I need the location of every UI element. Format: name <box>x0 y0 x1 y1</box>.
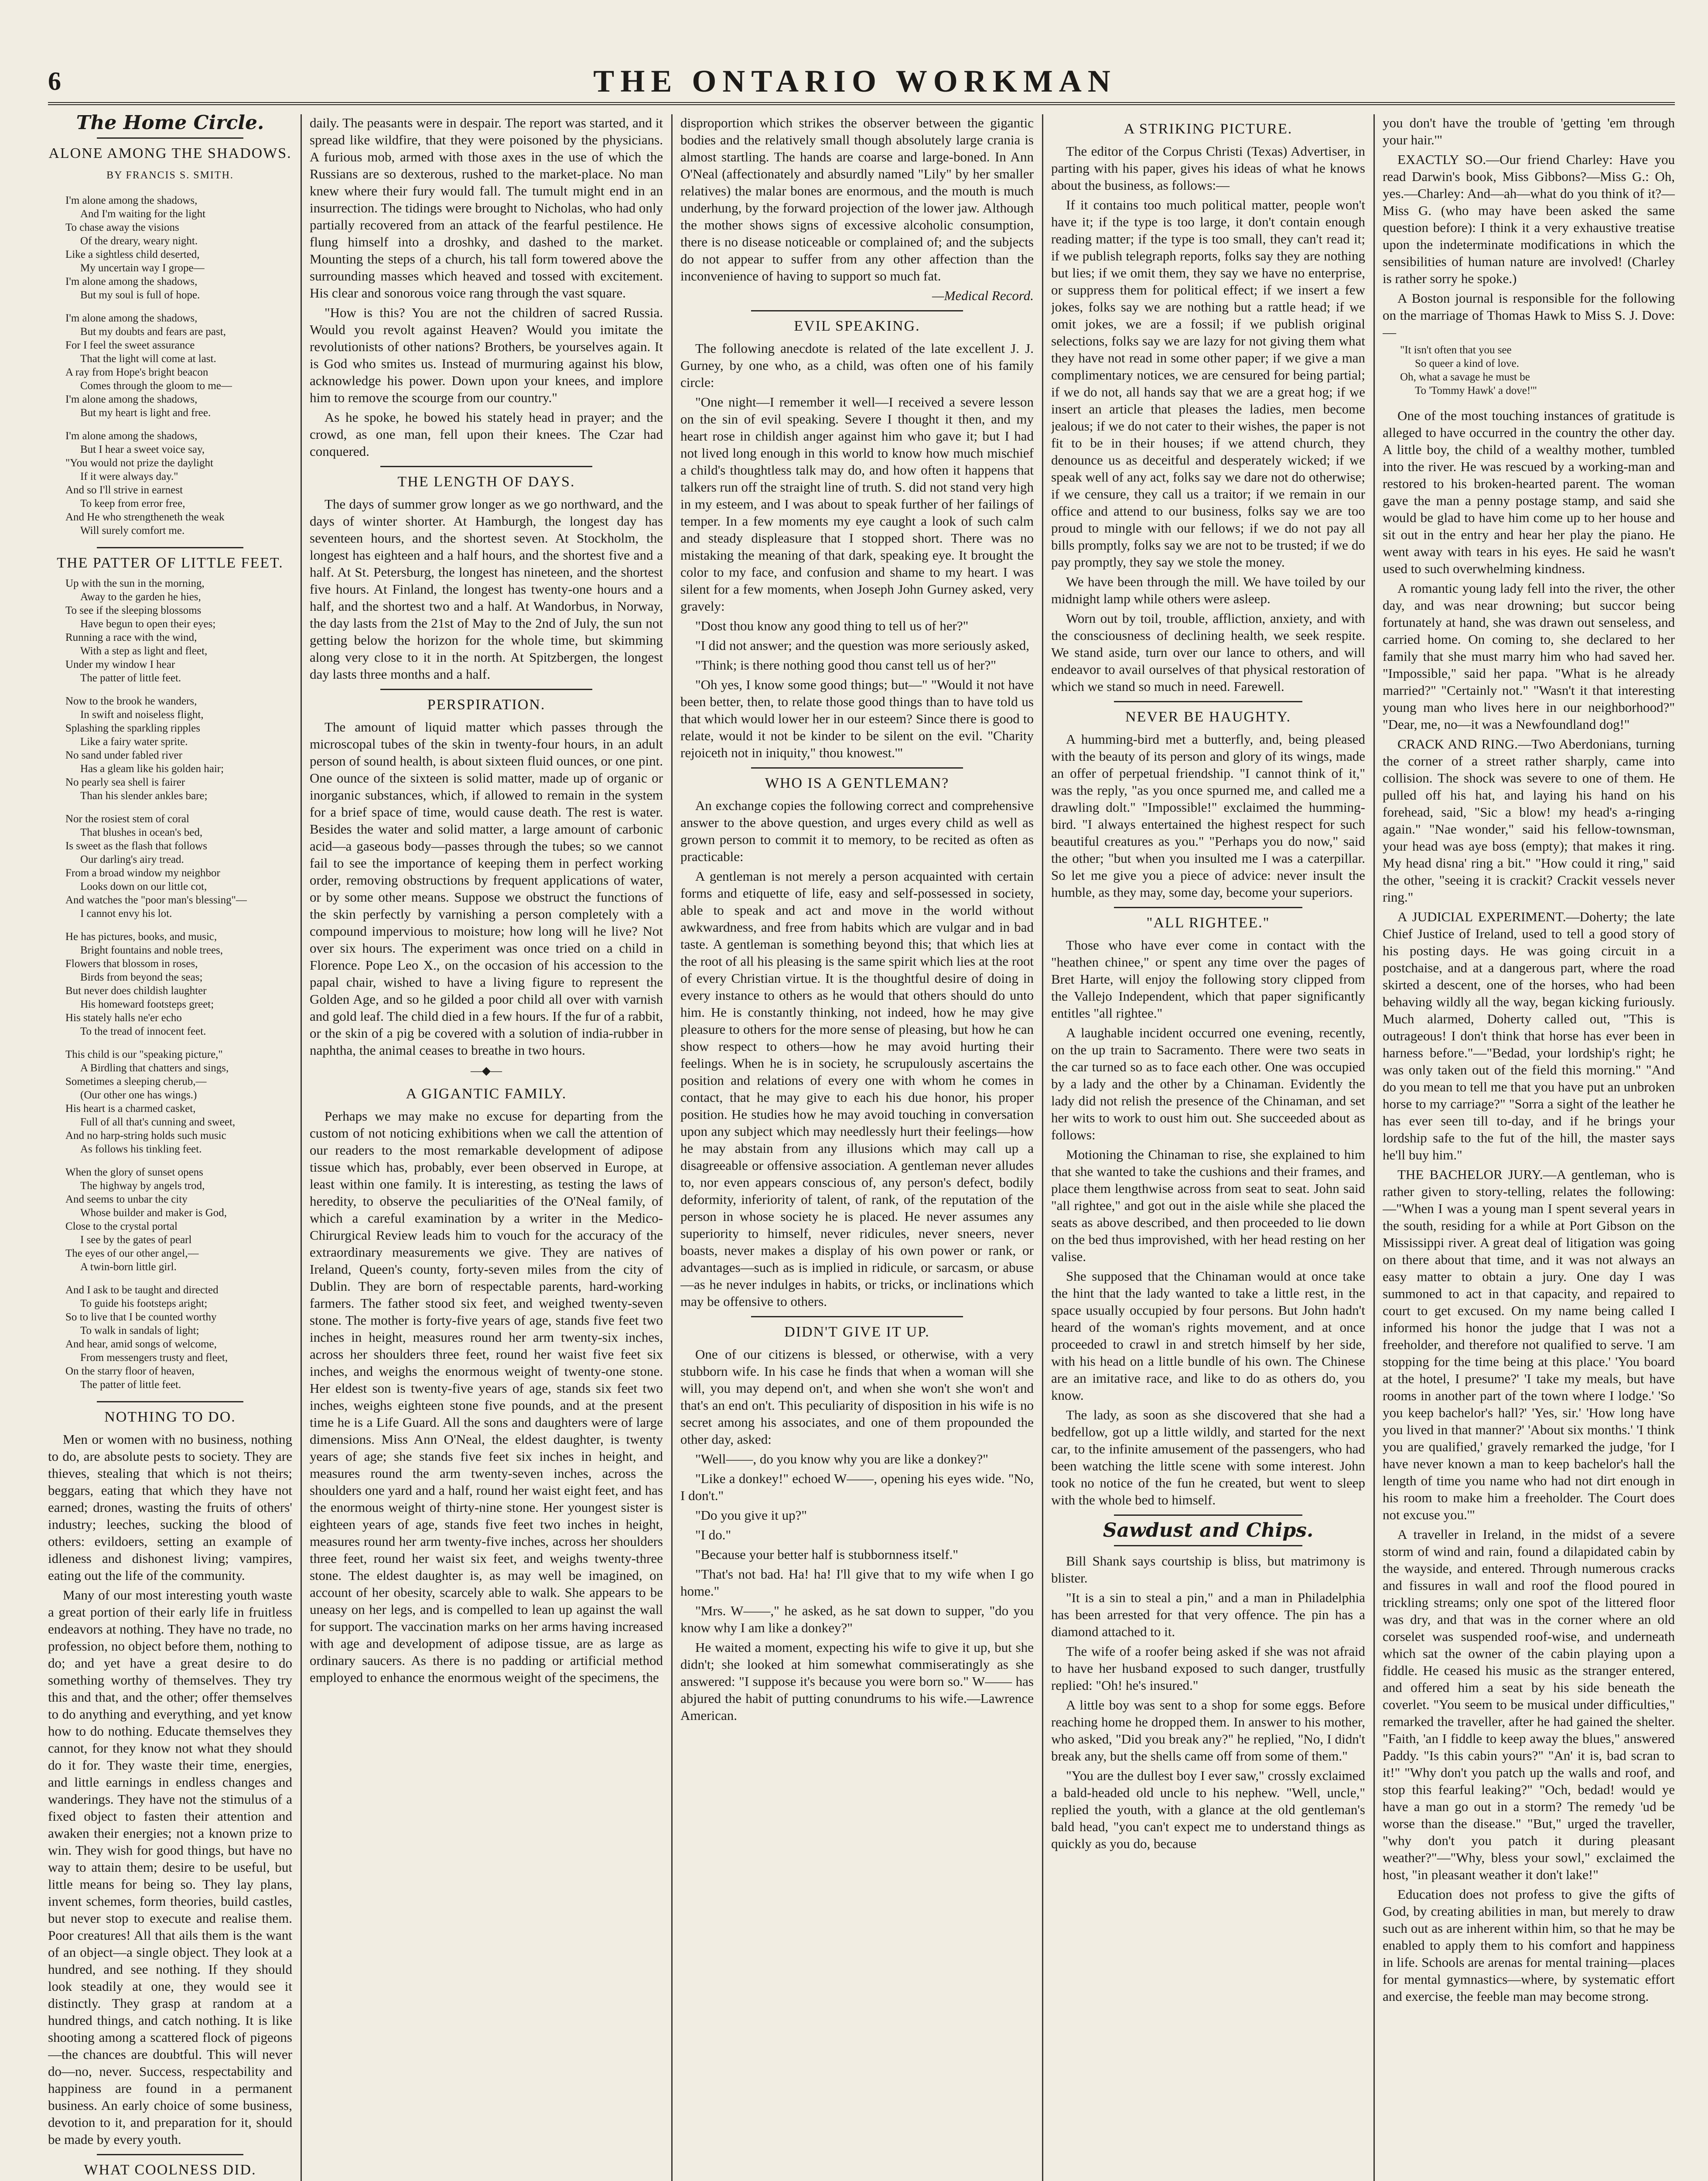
article-paragraph: The amount of liquid matter which passes through the microscopal tubes of the skin in twenty-four hours, in an adult person of sound health, is about sixteen fluid ounces, or one pint. One ounce of the sixteen is solid matter, made up of organic or inorganic substances, which, if allowed to remain in the system for a brief space of time, would cause death. The rest is water. Besides the water and solid matter, a large amount of carbonic acid—a gaseous body—passes through the tubes; so we cannot fail to see the importance of keeping them in perfect working order, removing obstructions by frequent applications of water, or by some other means. Suppose we obstruct the functions of the skin perfectly by varnishing a person completely with a compound impervious to moisture; how long will he live? Not over six hours. The experiment was once tried on a child in Florence. Pope Leo X., on the occasion of his accession to the papal chair, wished to have a living figure to represent the Golden Age, and so he gilded a poor child all over with varnish and gold leaf. The child died in a few hours. If the fur of a rabbit, or the skin of a pig be covered with a solution of india-rubber in naphtha, the animal ceases to breathe in two hours. <box>310 719 663 1058</box>
article-paragraph: Many of our most interesting youth waste a great portion of their early life in fruitless endeavors at nothing. They have no trade, no profession, no object before them, nothing to do; and yet have a great desire to do something worthy of themselves. They try this and that, and the other; offer themselves to do anything and everything, and yet know how to do nothing. Educate themselves they cannot, for they know not what they should do it for. They waste their time, energies, and little earnings in endless changes and wanderings. They have not the stimulus of a fixed object to fasten their attention and awaken their energies; not a known prize to win. They wish for good things, but have no way to attain them; desire to be useful, but little means for being so. They lay plans, invent schemes, form theories, build castles, but never stop to execute and realise them. Poor creatures! All that ails them is the want of an object—a single object. They look at a hundred, and see nothing. If they should look steadily at one, they would see it distinctly. They grasp at random at a hundred things, and catch nothing. It is like shooting among a scattered flock of pigeons—the chances are doubtful. This will never do—no, never. Success, respectability and happiness are found in a permanent business. An early choice of some business, devotion to it, and preparation for it, should be made by every youth. <box>48 1587 292 2147</box>
article-title: THE LENGTH OF DAYS. <box>397 474 575 490</box>
article-paragraph: disproportion which strikes the observer between the gigantic bodies and the relatively small though absolutely large crania is almost startling. The hands are coarse and large-boned. In Ann O'Neal (affectionately and absurdly named "Lily" by her smaller relatives) the malar bones are enormous, and the mouth is much underhung, by the forward projection of the lower jaw. Although the mother shows signs of excessive alcoholic consumption, there is no disease noticeable or complained of; and the subjects do not appear to suffer from any other affection than the inconvenience of having to support so much fat. <box>680 115 1034 284</box>
poem-line: His stately halls ne'er echo <box>65 1012 182 1024</box>
poem-stanza <box>65 577 292 685</box>
poem-line: "It isn't often that you see <box>1400 344 1512 356</box>
poem-line: And no harp-string holds such music <box>65 1130 226 1142</box>
article-paragraph: A JUDICIAL EXPERIMENT.—Doherty; the late Chief Justice of Ireland, used to tell a good story of his posting days. He was going circuit in a postchaise, and at a dangerous part, where the road skirted a descent, one of the horses, who had been behaving wildly all the way, began kicking furiously. Much alarmed, Doherty called out, "This is outrageous! I don't think that horse has ever been in harness before."—"Bedad, your lordship's right; he was only taken out of the field this morning." "And do you mean to tell me that you have put an unbroken horse to my carriage?" "Sorra a sight of the leather he has ever seen till to-day, and if he brings your lordship safe to the fut of the hill, the master says he'll buy him." <box>1383 909 1675 1162</box>
article-paragraph: EXACTLY SO.—Our friend Charley: Have you read Darwin's book, Miss Gibbons?—Miss G.: Oh, yes.—Charley: And—ah—what do you think of it?—Miss G. (who may have been asked the same question before): I think it a very exhaustive treatise upon the indeterminate modifications in which the sensibilities of human nature are involved! (Charley is rather sorry he spoke.) <box>1383 152 1675 286</box>
article-paragraph: "Oh yes, I know some good things; but—" "Would it not have been better, then, to relate those good things than to have told us that which would lower her in our esteem? Since there is good to relate, would it not be kinder to be silent on the evil. "Charity rejoiceth not in iniquity," thou knowest.'" <box>680 677 1034 760</box>
poem-line: (Our other one has wings.) <box>80 1089 197 1101</box>
poem-line: He has pictures, books, and music, <box>65 931 217 943</box>
poem-line: But my soul is full of hope. <box>80 289 200 301</box>
poem-line: To guide his footsteps aright; <box>80 1298 208 1309</box>
poem-line: But I hear a sweet voice say, <box>80 444 205 455</box>
poem-stanza <box>65 194 292 302</box>
article-paragraph: Perhaps we may make no excuse for departing from the custom of not noticing exhibitions when we call the attention of our readers to the most remarkable development of adipose tissue which has, probably, ever been observed in Europe, at least within one family. It is interesting, as testing the laws of heredity, to observe the peculiarities of the O'Neal family, of which a careful examination by a writer in the Medico-Chirurgical Review leads him to vouch for the accuracy of the extraordinary measurements we give. They are natives of Ireland, Queen's county, forty-seven miles from the city of Dublin. They are born of respectable parents, hard-working farmers. The father stood six feet, and weighed twenty-seven stone. The mother is forty-five years of age, stands five feet two inches in height, measures round her arm twenty-six inches, across her shoulders three feet, round her waist five feet six inches, and weighs the enormous weight of twenty-one stone. Her eldest son is twenty-five years of age, stands six feet two inches, weighs eighteen stone five pounds, and at the present time he is a Life Guard. All the sons and daughters were of large dimensions. Miss Ann O'Neal, the eldest daughter, is twenty years of age; she stands five feet six inches in height, and measures round the arm twenty-seven inches, across the shoulders one yard and a half, round her waist eight feet, and has the enormous weight of thirty-nine stone. Her youngest sister is eighteen years of age, stands five feet two inches in height, measures round her arm twenty-five inches, across her shoulders three feet, round her waist six feet, and weighs twenty-three stone. The eldest daughter is, as may well be imagined, on account of her obesity, scarcely able to walk. She appears to be uneasy on her legs, and is compelled to lean up against the wall for support. The vaccination marks on her arms having increased with age and development of adipose tissue, are as large as ordinary saucers. As there is no padding or artificial method employed to enhance the enormous weight of the specimens, the <box>310 1108 663 1685</box>
article-paragraph: As he spoke, he bowed his stately head in prayer; and the crowd, as one man, fell upon their knees. The Czar had conquered. <box>310 410 663 459</box>
section-title-sawdust-and-chips: Sawdust and Chips. <box>1103 1519 1314 1542</box>
page-number: 6 <box>48 66 61 96</box>
article-paragraph: "Like a donkey!" echoed W——, opening his eyes wide. "No, I don't." <box>680 1471 1034 1503</box>
poem-line: But never does childish laughter <box>65 985 207 997</box>
article-paragraph: A gentleman is not merely a person acquainted with certain forms and etiquette of life, easy and self-possessed in society, able to speak and act and move in the world without awkwardness, and free from habits which are vulgar and in bad taste. A gentleman is something beyond this; that which lies at the root of all his pleasing is the same spirit which lies at the root of every Christian virtue. It is the thoughtful desire of doing in every instance to others as he would that others should do unto him. He is constantly thinking, not indeed, how he may give pleasure to others for the more sense of pleasing, but how he can show respect to others—how he may avoid hurting their feelings. When he is in society, he scrupulously ascertains the position and relations of every one with whom he comes in contact, that he may give to each his due honor, his proper position. He studies how he may avoid touching in conversation upon any subject which may needlessly hurt their feelings—how he may abstain from any illusions which may call up a disagreeable or offensive association. A gentleman never alludes to, nor even appears conscious of, any person's defect, bodily deformity, inferiority of talent, of rank, of the reputation of the person in whose society he is placed. He never assumes any superiority to himself, never ridicules, never sneers, never boasts, never makes a display of his own power or rank, or advantages—such as is implied in ridicule, or sarcasm, or abuse—as he never indulges in habits, or tricks, or inclinations which may be offensive to others. <box>680 868 1034 1309</box>
poem-line: To the tread of innocent feet. <box>80 1026 206 1037</box>
article-title: NOTHING TO DO. <box>104 1409 236 1425</box>
article-paragraph: "Mrs. W——," he asked, as he sat down to supper, "do you know why I am like a donkey?" <box>680 1603 1034 1635</box>
poem-line: On the starry floor of heaven, <box>65 1365 195 1377</box>
poem-line: To chase away the visions <box>65 222 179 233</box>
poem-line: The patter of little feet. <box>80 1379 181 1391</box>
poem-line: If it were always day." <box>80 471 178 482</box>
article-paragraph: "Dost thou know any good thing to tell us of her?" <box>695 618 969 633</box>
column-rule <box>1373 114 1375 2181</box>
article-source: —Medical Record. <box>932 288 1034 303</box>
article-paragraph: A humming-bird met a butterfly, and, being pleased with the beauty of its person and glory of its wings, made an offer of perpetual friendship. "I cannot think of it," was the reply, "as you once spurned me, and called me a drawling dolt." "Impossible!" exclaimed the humming-bird. "I always entertained the highest respect for such beautiful creatures as you." "Perhaps you do now," said the other; "but when you insulted me I was a caterpillar. So let me give you a piece of advice: never insult the humble, as they may, some day, become your superiors. <box>1051 732 1365 900</box>
poem-line: The highway by angels trod, <box>80 1180 205 1192</box>
poem-stanza <box>65 311 292 420</box>
article-paragraph: CRACK AND RING.—Two Aberdonians, turning the corner of a street rather sharply, came into collision. The shock was severe to one of them. He pulled off his hat, and laying his hand on his forehead, said, "Sic a blow! my head's a-ringing again." "Nae wonder," said his fellow-townsman, your head was aye boss (empty); that makes it ring. My head disna' ring a bit." "How could it ring," said the other, "seeing it is crackit? Crackit vessels never ring." <box>1383 736 1675 905</box>
article-paragraph: The days of summer grow longer as we go northward, and the days of winter shorter. At Hamburgh, the longest day has seventeen hours, and the shortest seven. At Stockholm, the longest has eighteen and a half hours, and the shortest five and a half. At St. Petersburg, the longest has nineteen, and the shortest five hours. At Finland, the longest has twenty-one hours and a half, and the shortest two and a half. At Wandorbus, in Norway, the day lasts from the 21st of May to the 2nd of July, the sun not getting below the horizon for the whole time, but skimming along very close to it in the north. At Spitzbergen, the longest day lasts three months and a half. <box>310 496 663 682</box>
article-paragraph: "Think; is there nothing good thou canst tell us of her?" <box>695 657 996 673</box>
article-paragraph: "That's not bad. Ha! ha! I'll give that to my wife when I go home." <box>680 1566 1034 1599</box>
column-5 <box>1383 114 1675 2181</box>
article-paragraph: "It is a sin to steal a pin," and a man in Philadelphia has been arrested for that very offence. The pin has a diamond attached to it. <box>1051 1590 1365 1639</box>
poem-line: Full of all that's cunning and sweet, <box>80 1116 236 1128</box>
poem-line: Like a sightless child deserted, <box>65 249 200 260</box>
poem-stanza <box>65 1283 292 1391</box>
poem-line: Under my window I hear <box>65 659 175 670</box>
poem-line: Close to the crystal portal <box>65 1220 178 1232</box>
poem-title: THE PATTER OF LITTLE FEET. <box>57 555 284 571</box>
masthead <box>48 60 1675 105</box>
poem-line: Looks down on our little cot, <box>80 881 207 892</box>
article-paragraph: daily. The peasants were in despair. The report was started, and it spread like wildfire, that they were poisoned by the physicians. A furious mob, armed with those axes in the use of which the Russians are so dexterous, rushed to the market-place. No man knew where their fury would fall. The tumult might end in an insurrection. The tidings were brought to Nicholas, who had only partially recovered from an attack of the fearful pestilence. He flung himself into a droshky, and dashed to the market. Mounting the steps of a church, his tall form towered above the surrounding masses which heaved and tossed with excitement. His clear and sonorous voice rang through the vast square. <box>310 115 663 301</box>
poem-line: Is sweet as the flash that follows <box>65 840 207 852</box>
verse-tommy-hawk <box>1400 343 1675 397</box>
poem-line: I cannot envy his lot. <box>80 908 172 920</box>
poem-line: Nor the rosiest stem of coral <box>65 813 189 825</box>
article-paragraph: Men or women with no business, nothing to do, are absolute pests to society. They are thieves, stealing that which is not theirs; beggars, eating that which they have not earned; drones, wasting the fruits of others' industry; leeches, sucking the blood of others: evildoers, setting an example of idleness and dishonest living; vampires, eating out the life of the community. <box>48 1432 292 1583</box>
poem-line: No sand under fabled river <box>65 749 182 761</box>
column-rule <box>671 114 673 2181</box>
poem-line: For I feel the sweet assurance <box>65 339 195 351</box>
poem-line: Up with the sun in the morning, <box>65 578 205 589</box>
article-paragraph: An exchange copies the following correct and comprehensive answer to the above question, and urges every child as well as grown person to commit it to memory, to be recited as often as practicable: <box>680 798 1034 864</box>
article-paragraph: If it contains too much political matter, people won't have it; if the type is too large, it don't contain enough reading matter; if the type is too small, they can't read it; if we publish telegraph reports, folks say they are nothing but lies; if we omit them, they say we have no enterprise, or suppress them for political effect; if we insert a few jokes, folks say we are nothing but a rattle head; if we omit jokes, we are a fossil; if we publish original selections, folks say we are lazy for not giving them what they have not read in some other paper; if we give a man complimentary notices, we are censured for being partial; if we do not, all hands say that we are a great hog; if we insert an article that pleases the ladies, men become jealous; if we do not cater to their wishes, the paper is not fit to be in their houses; if we attend church, they denounce us as deceitful and desperately wicked; if we speak well of any act, folks say we dare not do otherwise; if we censure, they call us a traitor; if we remain in our office and attend to our business, folks say we are too proud to mingle with our fellows; if we do not pay all bills promptly, folks say we are not to be trusted; if we do pay promptly, they say we stole the money. <box>1051 197 1365 570</box>
poem-line: I'm alone among the shadows, <box>65 312 198 324</box>
article-paragraph: "Do you give it up?" <box>695 1508 807 1523</box>
poem-line: And I'm waiting for the light <box>80 208 206 220</box>
poem-line: Of the dreary, weary night. <box>80 235 198 247</box>
poem-line: Flowers that blossom in roses, <box>65 958 198 970</box>
article-paragraph: Education does not profess to give the gifts of God, by creating abilities in man, but merely to draw such out as are inherent within him, so that he may be enabled to apply them to his comfort and happiness in life. Schools are arenas for mental training—places for mental gymnastics—where, by systematic effort and exercise, the feeble man may become strong. <box>1383 1887 1675 2004</box>
poem-title: ALONE AMONG THE SHADOWS. <box>48 145 292 161</box>
column-rule <box>301 114 302 2181</box>
column-1 <box>48 114 292 2181</box>
poem-line: Has a gleam like his golden hair; <box>80 763 224 775</box>
article-paragraph: "Because your better half is stubbornness itself." <box>695 1547 958 1562</box>
poem-line: His heart is a charmed casket, <box>65 1103 196 1114</box>
article-paragraph: One of our citizens is blessed, or otherwise, with a very stubborn wife. In his case he finds that when a woman will she will, you may depend on't, and when she won't she won't and that's an end on't. This peculiarity of disposition in his wife is no secret among his associates, and one of them propounded the other day, asked: <box>680 1347 1034 1447</box>
poem-line: The patter of little feet. <box>80 672 181 684</box>
poem-line: When the glory of sunset opens <box>65 1166 203 1178</box>
column-2 <box>310 114 663 2181</box>
article-paragraph: The lady, as soon as she discovered that she had a bedfellow, got up a little wildly, and started for the next car, to the infinite amusement of the passengers, who had been watching the little scene with some interest. John took no notice of the fun he created, but went to sleep with the whole bed to himself. <box>1051 1407 1365 1508</box>
poem-line: With a step as light and fleet, <box>80 645 208 657</box>
poem-line: I see by the gates of pearl <box>80 1234 192 1246</box>
poem-stanza <box>65 1166 292 1274</box>
poem-line: That the light will come at last. <box>80 353 216 365</box>
article-title: A GIGANTIC FAMILY. <box>406 1086 567 1102</box>
poem-line: From messengers trusty and fleet, <box>80 1352 228 1364</box>
poem-line: And seems to unbar the city <box>65 1193 188 1205</box>
poem-alone-among-shadows <box>65 194 292 537</box>
poem-line: I'm alone among the shadows, <box>65 195 198 206</box>
poem-line: A twin-born little girl. <box>80 1261 177 1273</box>
poem-line: Like a fairy water sprite. <box>80 736 188 748</box>
article-paragraph: you don't have the trouble of 'getting 'em through your hair.'" <box>1383 115 1675 147</box>
poem-line: Will surely comfort me. <box>80 525 185 537</box>
poem-line: Than his slender ankles bare; <box>80 790 208 802</box>
article-paragraph: "Well——, do you know why you are like a donkey?" <box>695 1451 988 1467</box>
article-paragraph: A traveller in Ireland, in the midst of a severe storm of wind and rain, found a dilapidated cabin by the wayside, and entered. Through numerous cracks and fissures in wall and roof the flood poured in trickling streams; only one spot of the littered floor was dry, and that was in the corner where an old corselet was suspended roof-wise, and underneath which sat the owner of the cabin playing upon a fiddle. He ceased his music as the stranger entered, and offered him a seat by his side beneath the coverlet. "You seem to be musical under difficulties," remarked the traveller, after he had gained the shelter. "Faith, 'an I fiddle to keep away the blues," answered Paddy. "Is this cabin yours?" "An' it is, bad scran to it!" "Why don't you patch up the walls and roof, and stop this fearful leaking?" "Och, bedad! would ye have a man go out in a storm? The remedy 'ud be worse than the disease." "But," urged the traveller, "why don't you patch it during pleasant weather?"—"Why, bless your sowl," exclaimed the host, "in pleasant weather it don't lake!" <box>1383 1527 1675 1882</box>
poem-line: In swift and noiseless flight, <box>80 709 204 721</box>
poem-line: To 'Tommy Hawk' a dove!'" <box>1415 385 1537 397</box>
poem-line: Sometimes a sleeping cherub,— <box>65 1076 207 1087</box>
article-title: EVIL SPEAKING. <box>794 318 920 334</box>
article-title: PERSPIRATION. <box>427 697 546 713</box>
poem-line: His homeward footsteps greet; <box>80 998 214 1010</box>
poem-line: Running a race with the wind, <box>65 632 197 643</box>
poem-stanza <box>65 812 292 920</box>
article-title: DIDN'T GIVE IT UP. <box>784 1324 930 1340</box>
poem-line: Away to the garden he hies, <box>80 591 201 603</box>
poem-line: And I ask to be taught and directed <box>65 1284 219 1296</box>
article-paragraph: A little boy was sent to a shop for some eggs. Before reaching home he dropped them. In answer to his mother, who asked, "Did you break any?" he replied, "No, I didn't break any, but the shells came off from some of them." <box>1051 1697 1365 1764</box>
poem-line: Now to the brook he wanders, <box>65 695 197 707</box>
article-paragraph: The editor of the Corpus Christi (Texas) Advertiser, in parting with his paper, gives his ideas of what he knows about the business, as follows:— <box>1051 144 1365 193</box>
poem-line: That blushes in ocean's bed, <box>80 827 203 838</box>
poem-line: My uncertain way I grope— <box>80 262 205 274</box>
poem-line: From a broad window my neighbor <box>65 867 220 879</box>
poem-line: To see if the sleeping blossoms <box>65 605 202 616</box>
poem-stanza <box>1400 343 1675 397</box>
poem-line: Whose builder and maker is God, <box>80 1207 227 1219</box>
article-paragraph: "You are the dullest boy I ever saw," crossly exclaimed a bald-headed old uncle to his nephew. "Well, uncle," replied the youth, with a glance at the old gentleman's bald head, "you can't expect me to understand things as quickly as you do, because <box>1051 1768 1365 1851</box>
poem-stanza <box>65 429 292 537</box>
poem-line: Splashing the sparkling ripples <box>65 722 200 734</box>
poem-line: But my doubts and fears are past, <box>80 326 226 338</box>
article-paragraph: A Boston journal is responsible for the following on the marriage of Thomas Hawk to Miss S. J. Dove:— <box>1383 291 1675 340</box>
column-3 <box>680 114 1034 2181</box>
poem-line: "You would not prize the daylight <box>65 457 213 469</box>
article-paragraph: THE BACHELOR JURY.—A gentleman, who is rather given to story-telling, relates the following:—"When I was a young man I spent several years in the south, residing for a while at Port Gibson on the Mississippi river. A great deal of litigation was going on there about that time, and it was not always an easy matter to obtain a jury. One day I was summoned to act in that capacity, and repaired to court to get excused. On my name being called I informed his honor the judge that I was not a freeholder, and therefore not qualified to serve. 'I am stopping for the time being at this place.' 'You board at the hotel, I presume?' 'I take my meals, but have rooms in another part of the town where I lodge.' 'So you keep bachelor's hall?' 'Yes, sir.' 'How long have you lived in that manner?' 'About six months.' 'I think you are qualified,' gravely remarked the judge, 'for I have never known a man to keep bachelor's hall the length of time you name who had not dirt enough in his room to make him a freeholder. The Court does not excuse you.'" <box>1383 1167 1675 1522</box>
poem-line: Bright fountains and noble trees, <box>80 944 223 956</box>
poem-line: Comes through the gloom to me— <box>80 380 232 392</box>
poem-line: And He who strengtheneth the weak <box>65 511 225 523</box>
article-paragraph: She supposed that the Chinaman would at once take the hint that the lady wanted to take a little rest, in the space usually occupied by four persons. But John hadn't heard of the woman's rights movement, and at once proceeded to crawl in and stretch himself by her side, with his head on a little bundle of his own. The Chinese are an imitative race, and like to do as others do, you know. <box>1051 1268 1365 1403</box>
poem-line: And watches the "poor man's blessing"— <box>65 894 247 906</box>
ornament-divider: —◆— <box>471 1064 502 1077</box>
poem-stanza <box>65 694 292 803</box>
poem-line: I'm alone among the shadows, <box>65 430 198 442</box>
poem-line: I'm alone among the shadows, <box>65 276 198 287</box>
article-paragraph: Worn out by toil, trouble, affliction, anxiety, and with the consciousness of declining health, we seek respite. We stand aside, turn over our lance to others, and will endeavor to avail ourselves of that physical restoration of which we stand so much in need. Farewell. <box>1051 611 1365 694</box>
poem-line: And hear, amid songs of welcome, <box>65 1338 217 1350</box>
article-paragraph: He waited a moment, expecting his wife to give it up, but she didn't; she looked at him somewhat commiseratingly as she answered: "I suppose it's because you were born so." W—— has abjured the habit of putting conundrums to his wife.—Lawrence American. <box>680 1640 1034 1723</box>
article-paragraph: A laughable incident occurred one evening, recently, on the up train to Sacramento. There were two seats in the car turned so as to face each other. One was occupied by a lady and the other by a Chinaman. Evidently the lady did not relish the presence of the Chinaman, and set her wits to work to oust him out. She succeeded about as follows: <box>1051 1025 1365 1142</box>
column-rule <box>1042 114 1043 2181</box>
article-paragraph: "How is this? You are not the children of sacred Russia. Would you revolt against Heaven? Would you imitate the revolutionists of other nations? Brothers, be yourselves again. It is God who smites us. Instead of murmuring against his blow, acknowledge his power. Down upon your knees, and implore him to remove the scourge from our country." <box>310 305 663 405</box>
poem-patter-of-little-feet <box>65 577 292 1391</box>
poem-line: But my heart is light and free. <box>80 407 211 419</box>
article-paragraph: "I do." <box>695 1527 731 1542</box>
poem-line: Birds from beyond the seas; <box>80 971 203 983</box>
poem-line: So to live that I be counted worthy <box>65 1311 217 1323</box>
poem-line: As follows his tinkling feet. <box>80 1143 202 1155</box>
article-paragraph: The wife of a roofer being asked if she was not afraid to have her husband exposed to such danger, trustfully replied: "Oh! he's insured." <box>1051 1644 1365 1693</box>
article-title: "ALL RIGHTEE." <box>1146 915 1270 931</box>
article-title: WHAT COOLNESS DID. <box>84 2162 256 2178</box>
poem-line: This child is our "speaking picture," <box>65 1049 223 1060</box>
article-paragraph: Those who have ever come in contact with the "heathen chinee," or spent any time over the pages of Bret Harte, will enjoy the following story clipped from the Vallejo Independent, which that paper significantly entitles "all rightee." <box>1051 937 1365 1021</box>
poem-line: Have begun to open their eyes; <box>80 618 216 630</box>
article-paragraph: A romantic young lady fell into the river, the other day, and was near drowning; but succor being fortunately at hand, she was drawn out senseless, and carried home. On coming to, she declared to her family that she must marry him who had saved her. "Impossible," said her papa. "What is he already married?" "Certainly not." "Wasn't it that interesting young man who lives here in our neighborhood?" "Dear, me, no—it was a Newfoundland dog!" <box>1383 581 1675 732</box>
poem-stanza <box>65 930 292 1038</box>
article-title: NEVER BE HAUGHTY. <box>1125 709 1291 725</box>
poem-line: To walk in sandals of light; <box>80 1325 199 1337</box>
article-title: A STRIKING PICTURE. <box>1124 121 1293 137</box>
article-paragraph: "I did not answer; and the question was more seriously asked, <box>695 638 1029 653</box>
article-paragraph: We have been through the mill. We have toiled by our midnight lamp while others were asleep. <box>1051 574 1365 606</box>
poem-byline: BY FRANCIS S. SMITH. <box>106 170 234 181</box>
poem-line: Our darling's airy tread. <box>80 854 184 865</box>
article-paragraph: Bill Shank says courtship is bliss, but matrimony is blister. <box>1051 1553 1365 1586</box>
poem-line: A Birdling that chatters and sings, <box>80 1062 229 1074</box>
poem-line: Oh, what a savage he must be <box>1400 371 1530 383</box>
poem-line: So queer a kind of love. <box>1415 358 1519 369</box>
article-paragraph: Motioning the Chinaman to rise, she explained to him that she wanted to take the cushions and their frames, and place them lengthwise across from seat to seat. John said "all rightee," and got out in the aisle while she placed the seats as above described, and then proceeded to lie down on the bed thus improvished, with her head resting on her valise. <box>1051 1147 1365 1264</box>
poem-stanza <box>65 1048 292 1156</box>
article-paragraph: The following anecdote is related of the late excellent J. J. Gurney, by one who, as a child, was often one of his family circle: <box>680 341 1034 390</box>
newspaper-title: THE ONTARIO WORKMAN <box>593 63 1117 99</box>
poem-line: A ray from Hope's bright beacon <box>65 366 208 378</box>
poem-line: To keep from error free, <box>80 498 185 509</box>
poem-line: The eyes of our other angel,— <box>65 1248 199 1259</box>
column-4 <box>1051 114 1365 2181</box>
article-paragraph: One of the most touching instances of gratitude is alleged to have occurred in the country the other day. A little boy, the child of a wealthy mother, tumbled into the river. He was rescued by a working-man and restored to his broken-hearted parent. The woman gave the man a penny postage stamp, and said she would be glad to have him come up to her house and sit out in the entry and hear her play the piano. He went away with tears in his eyes. He said he wasn't used to such overwhelming kindness. <box>1383 408 1675 576</box>
columns <box>48 114 1675 2181</box>
section-title-home-circle: The Home Circle. <box>76 114 264 134</box>
poem-line: No pearly sea shell is fairer <box>65 776 185 788</box>
poem-line: And so I'll strive in earnest <box>65 484 183 496</box>
poem-line: I'm alone among the shadows, <box>65 393 198 405</box>
article-title: WHO IS A GENTLEMAN? <box>765 775 950 791</box>
article-paragraph: "One night—I remember it well—I received a severe lesson on the sin of evil speaking. Severe I thought it then, and my heart rose in childish anger against him who gave it; but I had not lived long enough in this world to know how much mischief a child's thoughtless talk may do, and how often it happens that talkers run off the straight line of truth. S. did not stand very high in my esteem, and I was about to speak further of her failings of temper. In a few moments my eye caught a look of such calm and steady displeasure that I stopped short. There was no mistaking the meaning of that dark, speaking eye. It brought the color to my face, and confusion and shame to my heart. I was silent for a few moments, when Joseph John Gurney asked, very gravely: <box>680 394 1034 614</box>
